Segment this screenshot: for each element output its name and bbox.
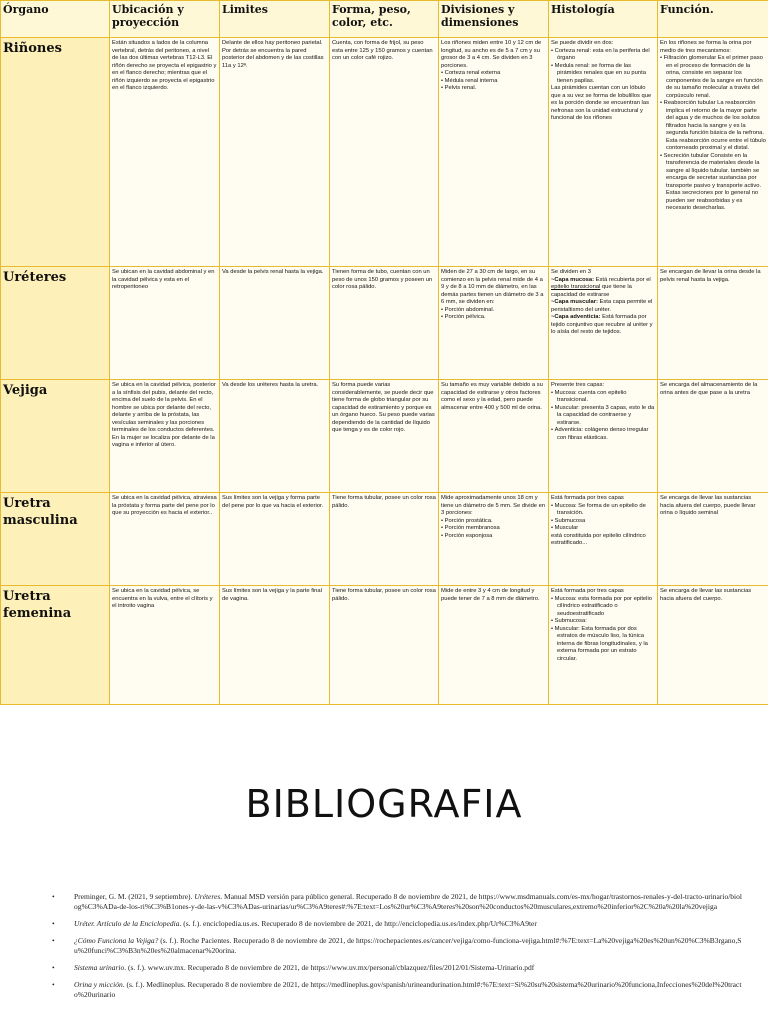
list-item: • Medula renal: se forma de las pirámides renales que en su punta tienen papilas. — [551, 63, 655, 86]
cell-forma: Tiene forma tubular, posee un color rosa pálido. — [330, 586, 439, 705]
bibliografia-list — [52, 892, 742, 1007]
list-item: • Porción pélvica. — [441, 314, 546, 322]
cell-histologia — [549, 267, 658, 380]
cell-divisiones: Mide de entre 3 y 4 cm de longitud y puede tener de 7 a 8 mm de diámetro. — [439, 586, 549, 705]
histologia-list — [551, 390, 655, 443]
list-item: • Mucosa: cuenta con epitelio transicional. — [551, 390, 655, 405]
cell-funcion — [658, 38, 768, 267]
divisiones-text: Miden de 27 a 30 cm de largo, en su comienzo en la pelvis renal mide de 4 a 9 y de 8 a 10 mm de diámetro, en las demás partes tienen un diámetro de 3 a 6 mm, se dividen en: — [441, 269, 544, 305]
cell-ubicacion: Se ubican en la cavidad abdominal y en la cavidad pélvica y esta en el retroperitoneo — [110, 267, 220, 380]
list-item: • Filtración glomerular Es el primer paso en el proceso de formación de la orina, consiste en separar los componentes de la sangre en función de su tamaño molecular a través del corpúsculo renal. — [660, 55, 766, 100]
reference-item — [52, 919, 742, 929]
divisiones-text: Mide aproximadamente unos 18 cm y tiene un diámetro de 5 mm. Se divide en 3 porciones: — [441, 495, 546, 516]
histologia-after: está constituida por epitelio cilíndrico estratificado... — [551, 532, 646, 546]
reference-source: (s. f.). Roche Pacientes. Recuperado 8 de noviembre de 2021, de https://rochepacientes.es/cancer/vejiga/como-funciona-vejiga.html#:%7E:text=La%20vejiga%20es%20un%20%C3%B3rgano,Su%20funci%C3%B3n%20es%20almacenar%20orina. — [74, 936, 742, 955]
reference-source: . (s. f.). www.uv.mx. Recuperado 8 de noviembre de 2021, de https://www.uv.mx/personal/cblazquez/files/2012/01/Sistema-Urinario.pdf — [124, 963, 535, 972]
header-divisiones: Divisiones y dimensiones — [439, 1, 549, 38]
reference-title: Uréter. Artículo de la Enciclopedia — [74, 919, 180, 928]
cell-divisiones — [439, 493, 549, 586]
capa-mucosa-text-end: que tiene la capacidad de estirarse — [551, 284, 632, 298]
list-item: • Corteza renal externa — [441, 70, 546, 78]
cell-funcion: Se encarga del almacenamiento de la orina antes de que pase a la uretra — [658, 380, 768, 493]
list-item: • Secreción tubular Consiste en la transferencia de materiales desde la sangre al líquido tubular. también se encarga de secretar sustancias por transporte pasivo y transporte activo. Estas secreciones por lo general no pueden ser reabsorbidas y es necesario desecharlas. — [660, 153, 766, 213]
cell-ubicacion: Se ubica en la cavidad pélvica, posterior a la sínfisis del pubis, delante del recto, encima del suelo de la pelvis. En el hombre se ubica por delante del recto, delante y arriba de la próstata, las vesículas seminales y las porciones terminales de los conductos deferentes. En la mujer se localiza por delante de la vagina e inferior al útero. — [110, 380, 220, 493]
cell-divisiones: Su tamaño es muy variable debido a su capacidad de estirarse y otros factores como el sexo y la edad, pero puede almacenar entre 400 y 500 ml de orina. — [439, 380, 549, 493]
cell-ubicacion: Se ubica en la cavidad pélvica, atraviesa la próstata y forma parte del pene por lo que su proyección es hacia el exterior.. — [110, 493, 220, 586]
divisiones-list — [441, 518, 546, 541]
cell-divisiones — [439, 38, 549, 267]
reference-item — [52, 892, 742, 912]
divisiones-text: Los riñones miden entre 10 y 12 cm de longitud, su ancho es de 5 a 7 cm y su grosor de 3 a 4 cm. Se dividen en 3 porciones. — [441, 40, 542, 69]
epitelio-transicional-text: epitelio transicional — [551, 284, 601, 290]
table-row-rinones — [1, 38, 768, 267]
reference-title: Sistema urinario — [74, 963, 125, 972]
cell-ubicacion: Están situados a lados de la columna vertebral, detrás del peritoneo, a nivel de las dos últimas vertebras T12-L3. El riñón derecho se proyecta el epigastrio y en el flanco derecho; mientras que el riñón izquierdo se proyecta el epigastrio en el flanco izquierdo. — [110, 38, 220, 267]
capa-mucosa-label: ~Capa mucosa: — [551, 276, 595, 283]
organ-name: Uretra femenina — [1, 586, 110, 705]
divisiones-list — [441, 307, 546, 322]
histologia-list — [551, 596, 655, 664]
histologia-line — [551, 299, 655, 314]
capa-mucosa-text: Está recubierta por el — [594, 276, 651, 283]
list-item: • Submucosa: — [551, 618, 655, 626]
list-item: • Mucosa: Se forma de un epitelio de transición. — [551, 503, 655, 518]
histologia-intro: Presente tres capas: — [551, 382, 605, 388]
cell-forma: Tienen forma de tubo, cuentan con un peso de unos 150 gramos y poseen un color rosa pálido. — [330, 267, 439, 380]
header-organo: Órgano — [1, 1, 110, 38]
cell-funcion: Se encargan de llevar la orina desde la pelvis renal hasta la vejiga. — [658, 267, 768, 380]
funcion-intro: En los riñones se forma la orina por medio de tres mecanismos: — [660, 40, 752, 54]
histologia-after: Las pirámides cuentan con un lóbulo que a su vez se forma de lobulillos que es la porción donde se encuentran las nefronas son la unidad estructural y funcional de los riñones — [551, 85, 652, 121]
cell-forma: Su forma puede varias considerablemente, se puede decir que tiene forma de globo triangular por su capacidad de estiramiento y porque es un órgano hueco. Su peso puede varias dependiendo de la cantidad de líquido que tenga y es de color rojo. — [330, 380, 439, 493]
capa-adventicia-text: Está formada por tejido conjuntivo que recubre al uréter y lo aísla del resto de tejidos. — [551, 314, 653, 335]
bullet-icon: • — [52, 936, 55, 945]
reference-title: Uréteres — [194, 892, 221, 901]
capa-muscular-label: ~Capa muscular: — [551, 299, 598, 305]
cell-funcion: Se encarga de llevar las sustancias hacia afuera del cuerpo, puede llevar orina o líquido seminal — [658, 493, 768, 586]
capa-adventicia-label: ~Capa adventicia: — [551, 314, 601, 320]
organ-name: Uréteres — [1, 267, 110, 380]
reference-item — [52, 936, 742, 956]
bullet-icon: • — [52, 919, 55, 928]
histologia-intro: Está formada por tres capas — [551, 495, 624, 501]
header-funcion: Función. — [658, 1, 768, 38]
funcion-list — [660, 55, 766, 213]
cell-limites: Sus límites son la vejiga y forma parte del pene por lo que va hacia el exterior. — [220, 493, 330, 586]
histologia-list — [551, 503, 655, 533]
list-item: • Corteza renal: esta en la periferia del órgano — [551, 48, 655, 63]
reference-title: ¿Cómo Funciona la Vejiga? — [74, 936, 159, 945]
cell-funcion: Se encarga de llevar las sustancias hacia afuera del cuerpo. — [658, 586, 768, 705]
histologia-line — [551, 277, 655, 300]
cell-histologia — [549, 493, 658, 586]
cell-limites: Sus límites son la vejiga y la parte final de vagina. — [220, 586, 330, 705]
organ-name: Riñones — [1, 38, 110, 267]
histologia-list — [551, 48, 655, 86]
cell-limites: Delante de ellos hay peritoneo parietal. Por detrás se encuentra la pared posterior del abdomen y de las costillas 11a y 12ª. — [220, 38, 330, 267]
reference-authors: Preminger, G. M. (2021, 9 septiembre). — [74, 892, 195, 901]
list-item: • Médula renal interna — [441, 78, 546, 86]
reference-title: Orina y micción — [74, 980, 123, 989]
organ-name: Uretra masculina — [1, 493, 110, 586]
cell-histologia — [549, 38, 658, 267]
table-row-uretra-femenina — [1, 586, 768, 705]
histologia-intro: Se puede dividir en dos: — [551, 40, 614, 46]
header-limites: Limites — [220, 1, 330, 38]
table-row-uretra-masculina — [1, 493, 768, 586]
header-histologia: Histología — [549, 1, 658, 38]
histologia-line: Se dividen en 3 — [551, 269, 591, 275]
list-item: • Mucosa: esta formada por por epitelio cilíndrico estratificado o seudoestratificado — [551, 596, 655, 619]
bullet-icon: • — [52, 980, 55, 989]
list-item: • Porción membranosa — [441, 525, 546, 533]
list-item: • Reabsorción tubular La reabsorción implica el retorno de la mayor parte del agua y de muchos de los solutos filtrados hacia la sangre y es la segunda función básica de la nefrona. Esta reabsorción ocurre entre el túbulo contorneado proximal y el distal. — [660, 100, 766, 153]
list-item: • Pelvis renal. — [441, 85, 546, 93]
histologia-line — [551, 314, 655, 337]
table-row-vejiga — [1, 380, 768, 493]
list-item: • Submucosa — [551, 518, 655, 526]
table-row-ureteres — [1, 267, 768, 380]
list-item: • Porción esponjosa — [441, 533, 546, 541]
reference-source: . (s. f.). enciclopedia.us.es. Recuperado 8 de noviembre de 2021, de http://enciclopedia.us.es/index.php/Ur%C3%A9ter — [179, 919, 537, 928]
cell-histologia — [549, 380, 658, 493]
reference-source: . Manual MSD versión para público general. Recuperado 8 de noviembre de 2021, de https://www.msdmanuals.com/es-mx/hogar/trastornos-renales-y-del-tracto-urinario/biolog%C3%ADa-de-los-ri%C3%B1ones-y-de-las-v%C3%ADas-urinarias/ur%C3%A9teres#:%7E:text=Los%20ur%C3%A9teres%20son%20conductos%20musculares,extremo%20inferior%2C%20a%20la%20vejiga — [74, 892, 742, 911]
reference-item — [52, 980, 742, 1000]
capa-muscular-text: Esta capa permite el peristaltismo del uréter. — [551, 299, 653, 313]
header-forma: Forma, peso, color, etc. — [330, 1, 439, 38]
cell-limites: Va desde la pelvis renal hasta la vejiga. — [220, 267, 330, 380]
bullet-icon: • — [52, 963, 55, 972]
cell-divisiones — [439, 267, 549, 380]
bullet-icon: • — [52, 892, 55, 901]
list-item: • Muscular: presenta 3 capas, esto le da la capacidad de contraerse y estirarse. — [551, 405, 655, 428]
cell-forma: Cuenta, con forma de frijol, su peso esta entre 125 y 150 gramos y cuentan con un color café rojizo. — [330, 38, 439, 267]
list-item: • Muscular: Esta formada por dos estratos de músculo liso, la túnica interna de fibras longitudinales, y la externa formada por un estrato circular. — [551, 626, 655, 664]
cell-limites: Va desde los uréteres hasta la uretra. — [220, 380, 330, 493]
table-header-row — [1, 1, 768, 38]
header-ubicacion: Ubicación y proyección — [110, 1, 220, 38]
organ-name: Vejiga — [1, 380, 110, 493]
bibliografia-heading: BIBLIOGRAFIA — [245, 782, 523, 826]
cell-histologia — [549, 586, 658, 705]
histologia-intro: Está formada por tres capas — [551, 588, 624, 594]
reference-item — [52, 963, 742, 973]
divisiones-list — [441, 70, 546, 93]
reference-source: . (s. f.). Medlineplus. Recuperado 8 de noviembre de 2021, de https://medlineplus.gov/spanish/urineandurination.html#:%7E:text=Si%20su%20sistema%20urinario%20funciona,Infecciones%20del%20tracto%20urinario — [74, 980, 742, 999]
list-item: • Porción abdominal. — [441, 307, 546, 315]
cell-ubicacion: Se ubica en la cavidad pélvica, se encuentra en la vulva, entre el clítoris y el introito vagina — [110, 586, 220, 705]
cell-forma: Tiene forma tubular, posee un color rosa pálido. — [330, 493, 439, 586]
list-item: • Adventicia: colágeno denso irregular con fibras elásticas. — [551, 427, 655, 442]
list-item: • Muscular — [551, 525, 655, 533]
list-item: • Porción prostática. — [441, 518, 546, 526]
